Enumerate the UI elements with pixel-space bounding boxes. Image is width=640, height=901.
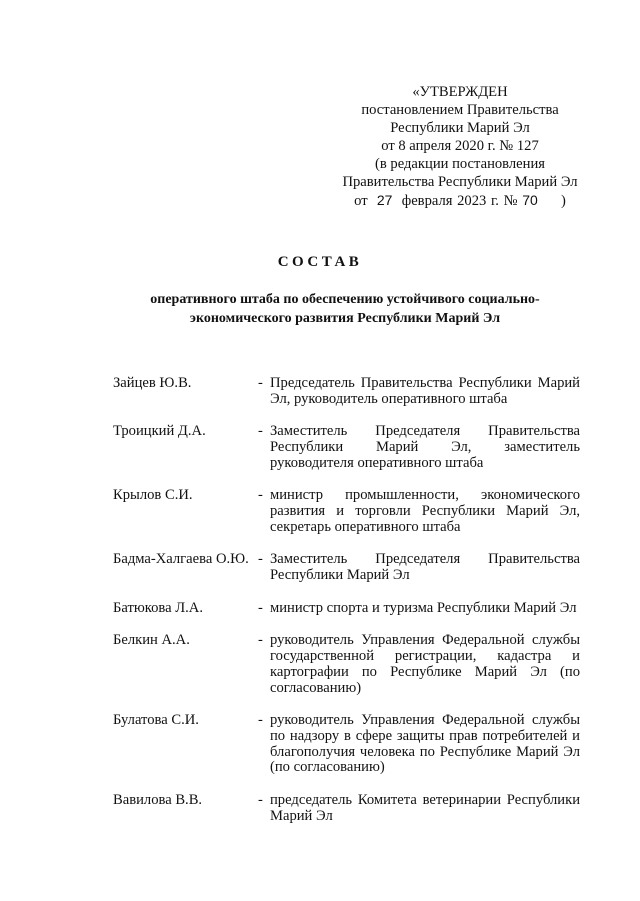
- approval-line-government: Правительства Республики Марий Эл: [342, 174, 578, 190]
- member-row: [113, 376, 580, 408]
- approval-stamp: [330, 83, 590, 210]
- member-dash: -: [258, 375, 263, 391]
- member-row: [113, 713, 580, 776]
- member-name: Бадма-Халгаева О.Ю.: [113, 551, 249, 568]
- amendment-number: 70: [522, 192, 538, 208]
- document-subtitle: [110, 290, 580, 328]
- amendment-prefix: от: [354, 193, 368, 209]
- member-dash: -: [258, 599, 263, 616]
- amendment-middle: февраля 2023 г. №: [401, 193, 518, 209]
- member-dash: -: [258, 791, 263, 808]
- subtitle-line-1: оперативного штаба по обеспечению устойчивого социально-: [150, 292, 540, 307]
- member-row: [113, 633, 580, 696]
- approval-line-edition: (в редакции постановления: [375, 156, 545, 172]
- member-role: министр промышленности, экономического развития и торговли Республики Марий Эл, секретарь оперативного штаба: [270, 487, 580, 535]
- document-title: СОСТАВ: [277, 254, 363, 270]
- member-row: [113, 424, 580, 471]
- member-dash: -: [258, 632, 263, 649]
- member-role: Председатель Правительства Республики Марий Эл, руководитель оперативного штаба: [270, 375, 580, 407]
- member-role: председатель Комитета ветеринарии Республики Марий Эл: [270, 791, 580, 824]
- member-dash: -: [258, 551, 263, 568]
- member-name: Белкин А.А.: [113, 632, 190, 649]
- member-role: руководитель Управления Федеральной службы по надзору в сфере защиты прав потребителей и благополучия человека по Республике Марий Эл (по согласованию): [270, 712, 580, 776]
- member-row: [113, 552, 580, 584]
- member-name: Крылов С.И.: [113, 487, 193, 504]
- approval-line-resolution: постановлением Правительства: [361, 102, 559, 118]
- member-dash: -: [258, 423, 263, 440]
- approval-line-approved: «УТВЕРЖДЕН: [412, 84, 508, 100]
- member-role: Заместитель Председателя Правительства Республики Марий Эл: [270, 551, 580, 584]
- member-row: [113, 601, 580, 617]
- member-dash: -: [258, 487, 263, 504]
- approval-line-republic: Республики Марий Эл: [390, 120, 530, 136]
- member-role: министр спорта и туризма Республики Марий Эл: [270, 599, 577, 616]
- members-list: [113, 376, 580, 841]
- member-row: [113, 793, 580, 825]
- member-name: Булатова С.И.: [113, 712, 199, 729]
- amendment-day: 27: [376, 192, 393, 208]
- member-name: Зайцев Ю.В.: [113, 375, 192, 391]
- approval-line-date: от 8 апреля 2020 г. № 127: [381, 138, 539, 154]
- member-dash: -: [258, 712, 263, 729]
- subtitle-line-2: экономического развития Республики Марий Эл: [189, 311, 501, 326]
- approval-line-amendment: [330, 191, 590, 210]
- member-role: руководитель Управления Федеральной службы государственной регистрации, кадастра и картографии по Республике Марий Эл (по согласованию): [270, 632, 580, 696]
- amendment-suffix: ): [561, 193, 566, 209]
- member-role: Заместитель Председателя Правительства Республики Марий Эл, заместитель руководителя оперативного штаба: [270, 423, 580, 471]
- member-name: Троицкий Д.А.: [113, 423, 206, 440]
- member-name: Батюкова Л.А.: [113, 599, 203, 616]
- member-name: Вавилова В.В.: [113, 791, 203, 808]
- member-row: [113, 488, 580, 535]
